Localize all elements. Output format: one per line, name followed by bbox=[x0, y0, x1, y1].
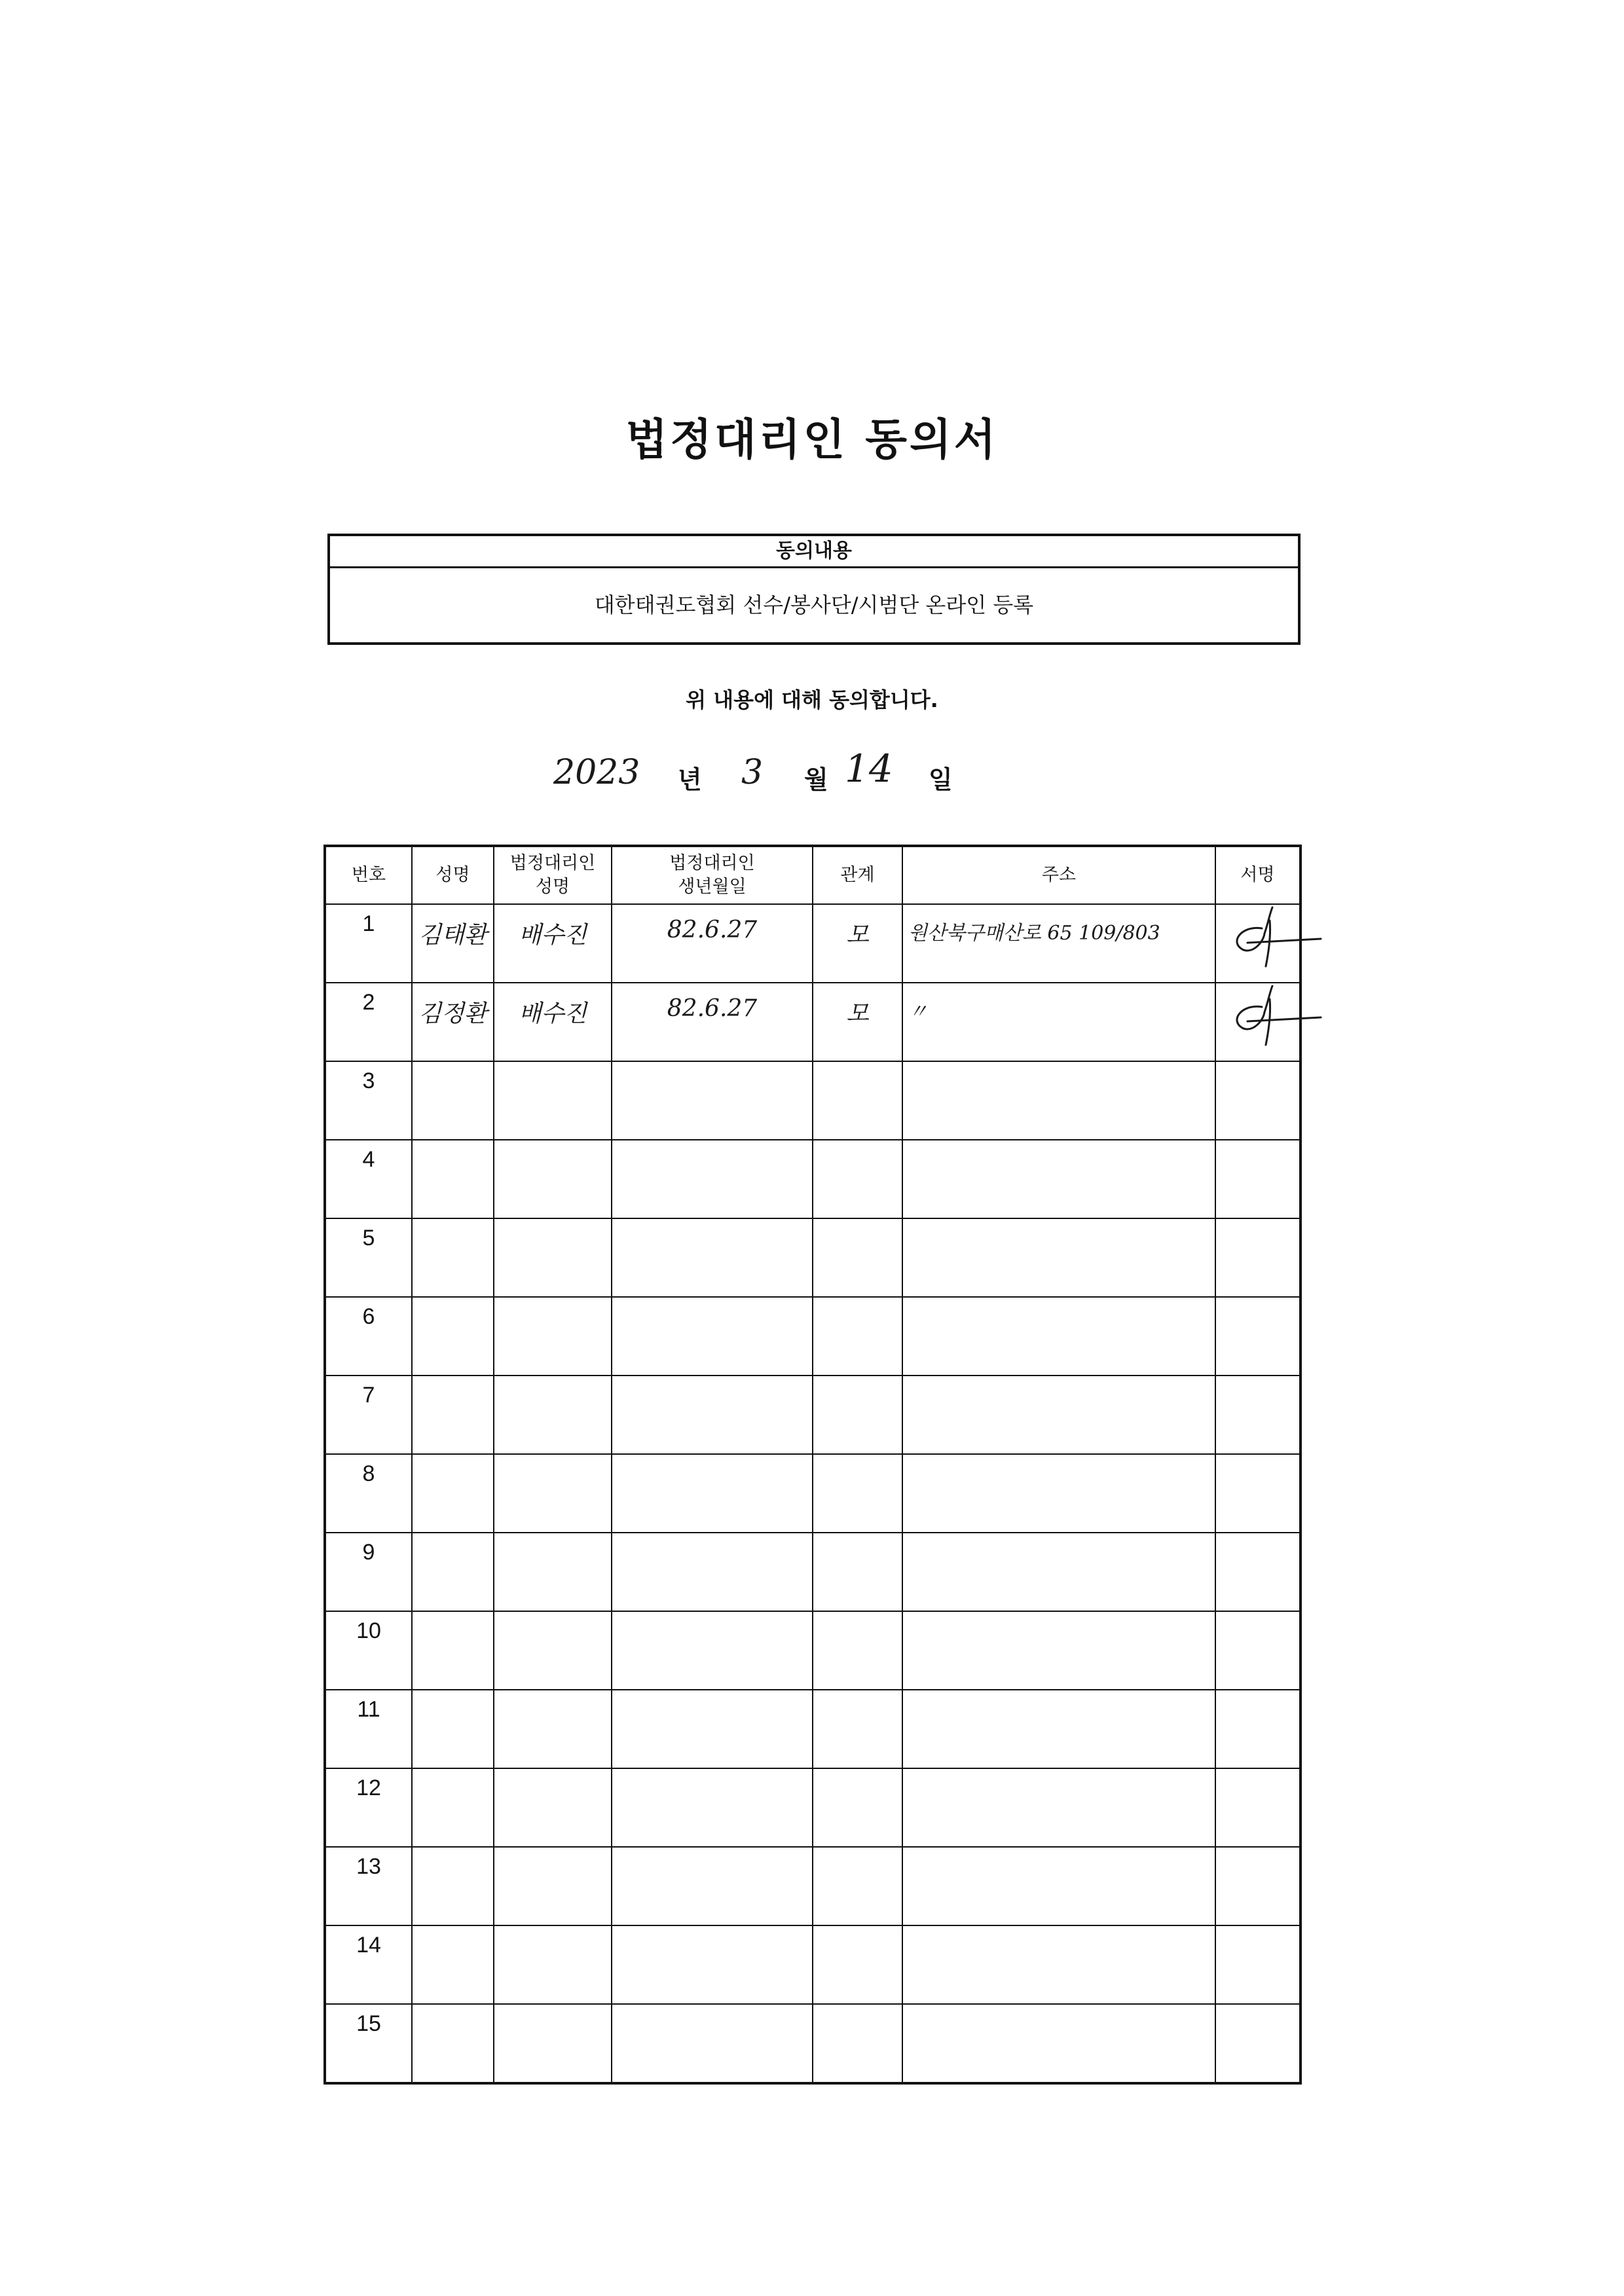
header-guardian-birth-line2: 생년월일 bbox=[678, 877, 747, 897]
table-row bbox=[325, 1297, 1301, 1376]
row-number: 4 bbox=[325, 1140, 412, 1218]
row-guardian-birth bbox=[612, 1533, 813, 1611]
row-name: 김정환 bbox=[412, 983, 494, 1061]
row-guardian-name bbox=[494, 2004, 612, 2083]
row-signature bbox=[1215, 1218, 1301, 1297]
row-guardian-name bbox=[494, 1768, 612, 1847]
row-guardian-name bbox=[494, 1218, 612, 1297]
row-address: 〃 bbox=[902, 983, 1215, 1061]
row-signature bbox=[1215, 1140, 1301, 1218]
table-row bbox=[325, 983, 1301, 1061]
row-relation: 모 bbox=[813, 983, 902, 1061]
row-relation bbox=[813, 1218, 902, 1297]
row-name bbox=[412, 1218, 494, 1297]
row-guardian-name bbox=[494, 1925, 612, 2004]
row-address bbox=[902, 1768, 1215, 1847]
row-guardian-name bbox=[494, 1061, 612, 1140]
table-row bbox=[325, 1140, 1301, 1218]
row-guardian-name bbox=[494, 1690, 612, 1768]
header-name: 성명 bbox=[412, 846, 494, 904]
row-relation bbox=[813, 1768, 902, 1847]
roster-body bbox=[325, 904, 1301, 2083]
row-number: 10 bbox=[325, 1611, 412, 1690]
row-number: 11 bbox=[325, 1690, 412, 1768]
date-day: 14 bbox=[845, 746, 893, 791]
header-address: 주소 bbox=[902, 846, 1215, 904]
row-number: 12 bbox=[325, 1768, 412, 1847]
row-signature bbox=[1215, 1768, 1301, 1847]
row-relation bbox=[813, 2004, 902, 2083]
row-guardian-birth bbox=[612, 1218, 813, 1297]
header-signature: 서명 bbox=[1215, 846, 1301, 904]
row-guardian-birth bbox=[612, 1454, 813, 1533]
row-number: 9 bbox=[325, 1533, 412, 1611]
row-guardian-birth bbox=[612, 2004, 813, 2083]
consent-box bbox=[327, 534, 1301, 645]
row-guardian-name bbox=[494, 1297, 612, 1376]
row-guardian-name: 배수진 bbox=[494, 983, 612, 1061]
row-relation bbox=[813, 1140, 902, 1218]
row-signature bbox=[1215, 983, 1301, 1061]
row-guardian-birth bbox=[612, 1768, 813, 1847]
row-guardian-birth bbox=[612, 1061, 813, 1140]
row-guardian-name bbox=[494, 1140, 612, 1218]
table-row bbox=[325, 1690, 1301, 1768]
row-signature bbox=[1215, 1847, 1301, 1925]
table-row bbox=[325, 1454, 1301, 1533]
row-signature bbox=[1215, 1061, 1301, 1140]
row-guardian-birth bbox=[612, 1297, 813, 1376]
row-address bbox=[902, 1611, 1215, 1690]
row-guardian-name: 배수진 bbox=[494, 904, 612, 983]
header-guardian-birth-line1: 법정대리인 bbox=[669, 852, 755, 873]
row-relation bbox=[813, 1925, 902, 2004]
header-guardian-name-line1: 법정대리인 bbox=[509, 852, 596, 873]
date-month: 3 bbox=[741, 753, 764, 792]
date-year-unit: 년 bbox=[678, 765, 702, 794]
row-guardian-birth bbox=[612, 1140, 813, 1218]
date-year: 2023 bbox=[553, 753, 640, 792]
row-address: 원산북구매산로 65 109/803 bbox=[902, 904, 1215, 983]
row-number: 8 bbox=[325, 1454, 412, 1533]
row-address bbox=[902, 1376, 1215, 1454]
row-number: 13 bbox=[325, 1847, 412, 1925]
row-relation bbox=[813, 1611, 902, 1690]
table-row bbox=[325, 2004, 1301, 2083]
row-name bbox=[412, 1690, 494, 1768]
row-name bbox=[412, 1847, 494, 1925]
handwritten-signature bbox=[1223, 981, 1321, 1046]
row-name bbox=[412, 2004, 494, 2083]
row-address bbox=[902, 1925, 1215, 2004]
row-signature bbox=[1215, 2004, 1301, 2083]
row-address bbox=[902, 1140, 1215, 1218]
row-relation bbox=[813, 1297, 902, 1376]
row-number: 7 bbox=[325, 1376, 412, 1454]
row-name bbox=[412, 1140, 494, 1218]
row-guardian-birth: 82.6.27 bbox=[612, 983, 813, 1061]
header-guardian-name bbox=[494, 846, 612, 904]
row-number: 6 bbox=[325, 1297, 412, 1376]
row-guardian-name bbox=[494, 1454, 612, 1533]
row-guardian-birth: 82.6.27 bbox=[612, 904, 813, 983]
row-relation bbox=[813, 1376, 902, 1454]
row-guardian-birth bbox=[612, 1925, 813, 2004]
row-relation: 모 bbox=[813, 904, 902, 983]
row-signature bbox=[1215, 1690, 1301, 1768]
row-number: 1 bbox=[325, 904, 412, 983]
consent-roster-table bbox=[323, 845, 1302, 2085]
row-number: 14 bbox=[325, 1925, 412, 2004]
row-signature bbox=[1215, 1454, 1301, 1533]
row-address bbox=[902, 1297, 1215, 1376]
date-day-unit: 일 bbox=[929, 765, 953, 794]
row-guardian-birth bbox=[612, 1690, 813, 1768]
row-name bbox=[412, 1768, 494, 1847]
row-guardian-birth bbox=[612, 1847, 813, 1925]
table-row bbox=[325, 1376, 1301, 1454]
row-name: 김태환 bbox=[412, 904, 494, 983]
row-relation bbox=[813, 1454, 902, 1533]
consent-body: 대한태권도협회 선수/봉사단/시범단 온라인 등록 bbox=[594, 592, 1034, 617]
row-signature bbox=[1215, 1376, 1301, 1454]
row-signature bbox=[1215, 1533, 1301, 1611]
row-address bbox=[902, 2004, 1215, 2083]
row-guardian-birth bbox=[612, 1611, 813, 1690]
table-row bbox=[325, 1533, 1301, 1611]
row-name bbox=[412, 1925, 494, 2004]
row-name bbox=[412, 1611, 494, 1690]
row-signature bbox=[1215, 1925, 1301, 2004]
row-guardian-birth bbox=[612, 1376, 813, 1454]
row-address bbox=[902, 1690, 1215, 1768]
table-row bbox=[325, 1925, 1301, 2004]
row-name bbox=[412, 1376, 494, 1454]
row-name bbox=[412, 1061, 494, 1140]
row-guardian-name bbox=[494, 1847, 612, 1925]
row-number: 15 bbox=[325, 2004, 412, 2083]
header-no: 번호 bbox=[325, 846, 412, 904]
row-address bbox=[902, 1454, 1215, 1533]
row-guardian-name bbox=[494, 1376, 612, 1454]
row-relation bbox=[813, 1533, 902, 1611]
row-address bbox=[902, 1847, 1215, 1925]
header-guardian-birth bbox=[612, 846, 813, 904]
row-name bbox=[412, 1454, 494, 1533]
row-relation bbox=[813, 1690, 902, 1768]
header-relation: 관계 bbox=[813, 846, 902, 904]
row-guardian-name bbox=[494, 1533, 612, 1611]
row-signature bbox=[1215, 904, 1301, 983]
row-relation bbox=[813, 1061, 902, 1140]
row-name bbox=[412, 1297, 494, 1376]
table-row bbox=[325, 1611, 1301, 1690]
row-relation bbox=[813, 1847, 902, 1925]
header-guardian-name-line2: 성명 bbox=[535, 877, 570, 897]
table-row bbox=[325, 1847, 1301, 1925]
row-address bbox=[902, 1218, 1215, 1297]
handwritten-signature bbox=[1223, 902, 1321, 968]
row-guardian-name bbox=[494, 1611, 612, 1690]
table-row bbox=[325, 1061, 1301, 1140]
row-name bbox=[412, 1533, 494, 1611]
table-row bbox=[325, 1218, 1301, 1297]
table-header-row bbox=[325, 846, 1301, 904]
consent-header: 동의내용 bbox=[330, 536, 1298, 568]
row-signature bbox=[1215, 1297, 1301, 1376]
row-address bbox=[902, 1533, 1215, 1611]
table-row bbox=[325, 904, 1301, 983]
row-number: 3 bbox=[325, 1061, 412, 1140]
agree-statement: 위 내용에 대해 동의합니다. bbox=[686, 687, 938, 712]
table-row bbox=[325, 1768, 1301, 1847]
row-number: 2 bbox=[325, 983, 412, 1061]
row-signature bbox=[1215, 1611, 1301, 1690]
row-address bbox=[902, 1061, 1215, 1140]
document-title: 법정대리인 동의서 bbox=[625, 414, 999, 465]
row-number: 5 bbox=[325, 1218, 412, 1297]
date-month-unit: 월 bbox=[804, 765, 828, 794]
